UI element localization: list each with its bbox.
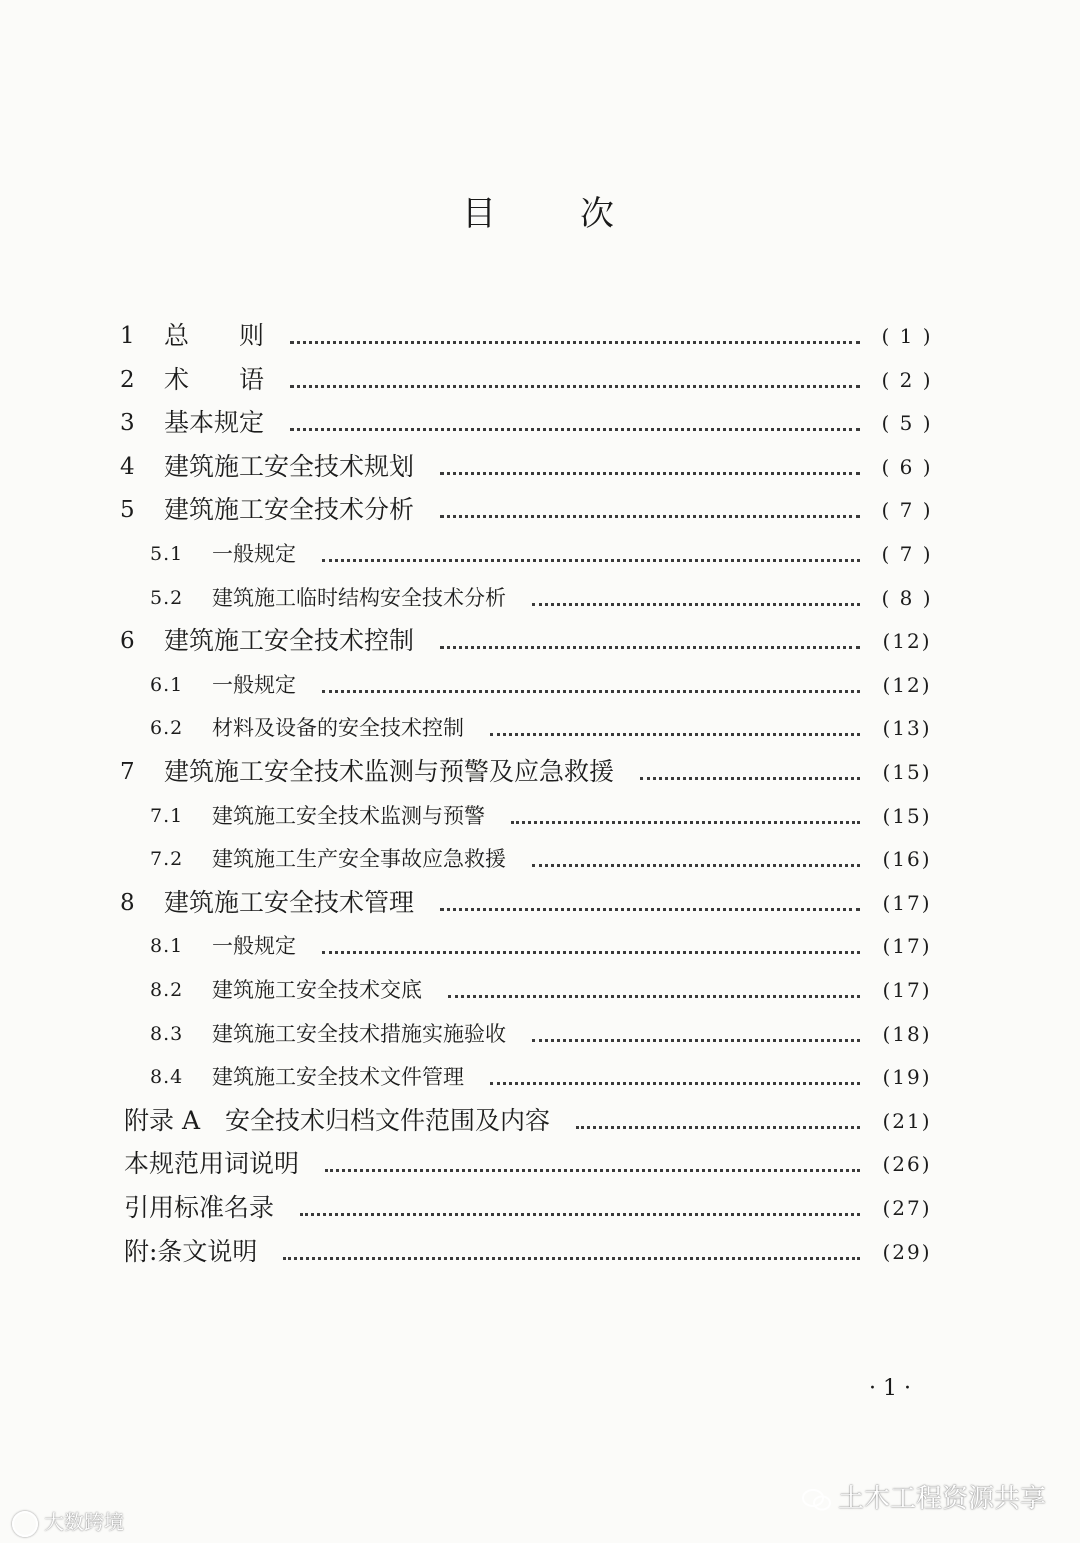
toc-entry-label: 材料及设备的安全技术控制 (212, 716, 464, 740)
toc-title (0, 186, 1080, 235)
toc-title-part-1: 目 (462, 194, 500, 234)
toc-entry-label: 术 语 (164, 365, 265, 394)
toc-dot-leader (440, 515, 860, 518)
toc-entry-label: 基本规定 (164, 408, 265, 437)
toc-entry (0, 316, 1080, 356)
toc-entry-label: 建筑施工安全技术文件管理 (212, 1065, 464, 1089)
toc-entry-number: 1 (120, 323, 135, 349)
toc-entry-number: 2 (120, 367, 135, 393)
toc-entry (0, 1014, 1080, 1054)
toc-entry-page: ( 8 ) (881, 586, 933, 610)
toc-entry-label: 一般规定 (212, 934, 296, 958)
toc-entry (0, 1232, 1080, 1272)
toc-entry-number: 7.1 (150, 805, 184, 827)
toc-dot-leader (532, 1039, 860, 1042)
toc-entry-label: 建筑施工安全技术监测与预警 (212, 804, 485, 828)
toc-entry (0, 534, 1080, 574)
toc-entry-page: (12) (882, 629, 932, 653)
page-number: · 1 · (869, 1376, 911, 1401)
toc-entry-number: 5 (120, 497, 135, 523)
toc-entry (0, 796, 1080, 836)
toc-dot-leader (532, 603, 860, 606)
toc-entry-number: 7 (120, 759, 135, 785)
toc-dot-leader (290, 385, 860, 388)
toc-dot-leader (290, 341, 860, 344)
toc-dot-leader (490, 1082, 860, 1085)
toc-entry-label: 建筑施工生产安全事故应急救援 (212, 847, 506, 871)
toc-entry (0, 752, 1080, 792)
toc-dot-leader (325, 1169, 860, 1172)
toc-dot-leader (283, 1257, 860, 1260)
toc-entry (0, 883, 1080, 923)
toc-entry-page: (17) (882, 978, 932, 1002)
toc-entry (0, 1057, 1080, 1097)
toc-entry-page: (15) (882, 804, 932, 828)
toc-entry-page: (17) (882, 891, 932, 915)
toc-entry-number: 8.1 (150, 935, 184, 957)
toc-entry (0, 1101, 1080, 1141)
toc-entry-label: 建筑施工安全技术管理 (164, 888, 415, 917)
toc-entry (0, 360, 1080, 400)
toc-entry-page: ( 5 ) (881, 411, 933, 435)
toc-dot-leader (440, 646, 860, 649)
toc-entry-page: (21) (882, 1109, 932, 1133)
toc-dot-leader (490, 733, 860, 736)
toc-dot-leader (290, 428, 860, 431)
toc-entry-label: 建筑施工安全技术交底 (212, 978, 422, 1002)
watermark-logo-icon (12, 1511, 38, 1537)
toc-entry (0, 403, 1080, 443)
toc-entry (0, 621, 1080, 661)
toc-entry-page: (15) (882, 760, 932, 784)
toc-entry-page: (27) (882, 1196, 932, 1220)
toc-entry-page: (13) (882, 716, 932, 740)
toc-entry-number: 6.2 (150, 717, 184, 739)
toc-entry-page: (12) (882, 673, 932, 697)
toc-entry-label: 建筑施工安全技术规划 (164, 452, 415, 481)
watermark-left-text: 大数跨境 (44, 1510, 124, 1534)
toc-entry (0, 578, 1080, 618)
toc-entry-page: (29) (882, 1240, 932, 1264)
toc-entry-label: 本规范用词说明 (124, 1149, 300, 1178)
watermark-right-text: 土木工程资源共享 (837, 1484, 1046, 1514)
toc-dot-leader (322, 951, 860, 954)
toc-entry-page: ( 1 ) (881, 324, 933, 348)
toc-entry-label: 建筑施工安全技术措施实施验收 (212, 1022, 506, 1046)
toc-entry-page: ( 7 ) (881, 498, 933, 522)
toc-entry-label: 附:条文说明 (124, 1237, 258, 1266)
watermark-right (802, 1478, 1046, 1515)
toc-entry-number: 5.2 (150, 587, 184, 609)
toc-dot-leader (640, 777, 860, 780)
toc-entry (0, 839, 1080, 879)
toc-entry-label: 建筑施工临时结构安全技术分析 (212, 586, 506, 610)
toc-entry (0, 447, 1080, 487)
toc-entry-number: 4 (120, 454, 135, 480)
toc-dot-leader (322, 690, 860, 693)
toc-entry-number: 8.2 (150, 979, 184, 1001)
toc-dot-leader (532, 864, 860, 867)
toc-entry (0, 970, 1080, 1010)
toc-entry-label: 总 则 (164, 321, 265, 350)
toc-entry-page: ( 2 ) (881, 368, 933, 392)
toc-entry-number: 8.4 (150, 1066, 184, 1088)
watermark-left (12, 1506, 124, 1537)
toc-dot-leader (440, 908, 860, 911)
toc-entry (0, 665, 1080, 705)
toc-entry-page: (18) (882, 1022, 932, 1046)
toc-entry (0, 708, 1080, 748)
toc-dot-leader (511, 821, 860, 824)
toc-entry-number: 8 (120, 890, 135, 916)
wechat-icon (802, 1488, 832, 1512)
toc-entry (0, 490, 1080, 530)
toc-entry (0, 926, 1080, 966)
toc-dot-leader (448, 995, 860, 998)
toc-entry-label: 一般规定 (212, 673, 296, 697)
toc-title-part-2: 次 (580, 194, 618, 234)
toc-entry-page: (17) (882, 934, 932, 958)
toc-entry-number: 8.3 (150, 1023, 184, 1045)
toc-entry-page: ( 6 ) (881, 455, 933, 479)
toc-entry-number: 6.1 (150, 674, 184, 696)
toc-dot-leader (322, 559, 860, 562)
toc-entry (0, 1188, 1080, 1228)
toc-entry-label: 建筑施工安全技术监测与预警及应急救援 (164, 757, 615, 786)
toc-entry-label: 一般规定 (212, 542, 296, 566)
toc-dot-leader (576, 1126, 860, 1129)
toc-entry (0, 1144, 1080, 1184)
toc-entry-page: (16) (882, 847, 932, 871)
toc-entry-number: 7.2 (150, 848, 184, 870)
toc-entry-label: 建筑施工安全技术控制 (164, 626, 415, 655)
toc-entry-number: 5.1 (150, 543, 184, 565)
toc-dot-leader (300, 1213, 860, 1216)
toc-entry-label: 附录 A 安全技术归档文件范围及内容 (124, 1106, 551, 1135)
toc-entry-page: ( 7 ) (881, 542, 933, 566)
toc-dot-leader (440, 472, 860, 475)
toc-entry-label: 引用标准名录 (124, 1193, 275, 1222)
toc-entry-number: 3 (120, 410, 135, 436)
toc-entry-label: 建筑施工安全技术分析 (164, 495, 415, 524)
toc-entry-number: 6 (120, 628, 135, 654)
toc-entry-page: (26) (882, 1152, 932, 1176)
toc-entry-page: (19) (882, 1065, 932, 1089)
